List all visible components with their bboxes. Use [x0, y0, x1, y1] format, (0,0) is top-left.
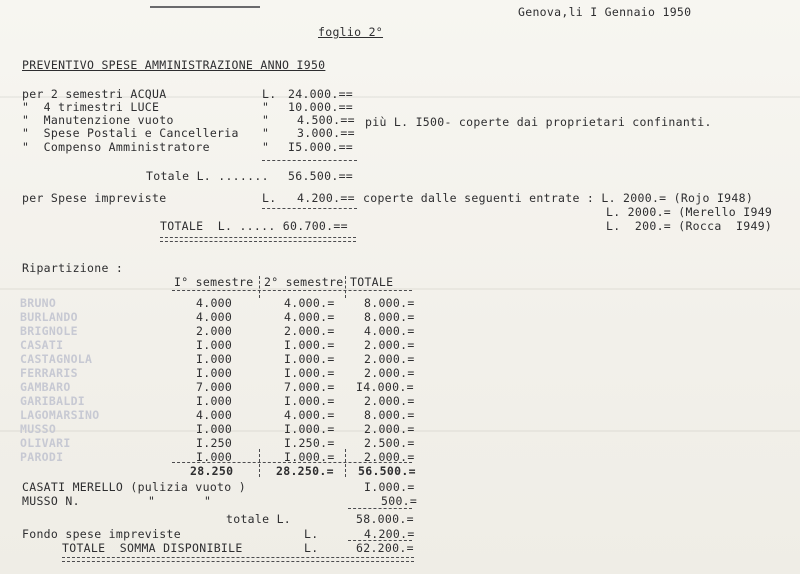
column-header: 2° semestre	[264, 275, 344, 289]
semester-1-value: I.000	[196, 352, 233, 366]
semester-1-total: 28.250	[190, 464, 234, 478]
semester-1-value: 4.000	[196, 408, 233, 422]
expense-label: " Spese Postali e Cancelleria	[22, 126, 239, 140]
expense-note: più L. I500- coperte dai proprietari confinanti.	[365, 115, 712, 129]
total-l-amount: 58.000.=	[356, 512, 414, 526]
row-total: 8.000.=	[364, 296, 415, 310]
expense-amount: 3.000.==	[297, 126, 355, 140]
column-divider	[259, 449, 260, 477]
income-line: L. 2000.= (Merello I949	[606, 205, 773, 219]
column-divider	[345, 276, 346, 298]
subtotal-label: Totale L. .......	[146, 169, 269, 183]
expense-currency: "	[262, 113, 270, 127]
semester-2-total: 28.250.=	[276, 464, 334, 478]
row-total: 2.000.=	[364, 352, 415, 366]
rule	[262, 160, 357, 161]
subtotal-amount: 56.500.==	[288, 169, 354, 183]
row-total: 2.000.=	[364, 422, 415, 436]
row-total: 2.000.=	[364, 450, 415, 464]
ditto-mark: "	[204, 494, 212, 508]
sheet-number: foglio 2°	[318, 25, 384, 39]
owner-name: PARODI	[20, 450, 64, 464]
rule	[348, 508, 412, 509]
expense-label: per 2 semestri ACQUA	[22, 87, 167, 101]
semester-1-value: I.000	[196, 394, 233, 408]
semester-2-value: I.000.=	[284, 352, 335, 366]
row-total: I4.000.=	[356, 380, 414, 394]
fondo-label: Fondo spese impreviste	[22, 527, 181, 541]
semester-2-value: 4.000.=	[284, 310, 335, 324]
owner-name: CASATI	[20, 338, 64, 352]
semester-2-value: I.000.=	[284, 366, 335, 380]
owner-name: GARIBALDI	[20, 394, 86, 408]
owner-name: GAMBARO	[20, 380, 71, 394]
owner-name: CASTAGNOLA	[20, 352, 93, 366]
top-mark	[150, 6, 260, 8]
column-header: I° semestre	[174, 275, 254, 289]
unforeseen-amount: 4.200.==	[297, 191, 355, 205]
date-line: Genova,li I Gennaio 1950	[518, 5, 692, 19]
row-total: 8.000.=	[364, 310, 415, 324]
semester-1-value: I.000	[196, 450, 233, 464]
column-divider	[259, 276, 260, 298]
rule	[262, 208, 357, 209]
semester-2-value: I.250.=	[284, 436, 335, 450]
expense-amount: 4.500.==	[297, 113, 355, 127]
expense-label: " 4 trimestri LUCE	[22, 100, 160, 114]
header-rule	[172, 290, 412, 291]
semester-1-value: I.000	[196, 422, 233, 436]
semester-1-value: I.000	[196, 366, 233, 380]
extra-amount: I.000.=	[364, 480, 415, 494]
double-rule	[62, 557, 414, 562]
fondo-amount: 4.200.=	[364, 527, 415, 541]
expense-currency: L.	[262, 87, 277, 101]
semester-2-value: I.000.=	[284, 338, 335, 352]
semester-1-value: 4.000	[196, 310, 233, 324]
expense-label: " Manutenzione vuoto	[22, 113, 174, 127]
expense-currency: "	[262, 126, 270, 140]
row-total: 2.500.=	[364, 436, 415, 450]
row-total: 2.000.=	[364, 394, 415, 408]
double-rule	[160, 237, 356, 242]
owner-name: BRUNO	[20, 296, 57, 310]
semester-2-value: I.000.=	[284, 422, 335, 436]
semester-1-value: 4.000	[196, 296, 233, 310]
expense-amount: 24.000.==	[288, 87, 354, 101]
column-divider	[345, 449, 346, 477]
semester-1-value: 2.000	[196, 324, 233, 338]
rule	[172, 462, 412, 463]
expense-label: " Compenso Amministratore	[22, 140, 210, 154]
grand-total: TOTALE L. ..... 60.700.==	[160, 219, 348, 233]
ditto-mark: "	[148, 494, 156, 508]
final-amount: 62.200.=	[356, 541, 414, 555]
extra-label: MUSSO N.	[22, 494, 80, 508]
semester-2-value: 4.000.=	[284, 408, 335, 422]
semester-1-value: I.250	[196, 436, 233, 450]
extra-amount: 500.=	[381, 494, 418, 508]
extra-label: CASATI MERELLO (pulizia vuoto )	[22, 480, 246, 494]
unforeseen-currency: L.	[262, 191, 277, 205]
semester-2-value: I.000.=	[284, 450, 335, 464]
semester-1-value: I.000	[196, 338, 233, 352]
semester-2-value: 2.000.=	[284, 324, 335, 338]
total-l-label: totale L.	[226, 512, 292, 526]
unforeseen-note: coperte dalle seguenti entrate : L. 2000.= (Rojo I948)	[363, 191, 754, 205]
row-total: 8.000.=	[364, 408, 415, 422]
owner-name: OLIVARI	[20, 436, 71, 450]
semester-1-value: 7.000	[196, 380, 233, 394]
expense-currency: "	[262, 100, 270, 114]
row-total: 2.000.=	[364, 366, 415, 380]
expense-currency: "	[262, 140, 270, 154]
owner-name: BURLANDO	[20, 310, 78, 324]
expense-amount: I5.000.==	[288, 140, 354, 154]
fondo-currency: L.	[304, 527, 319, 541]
owner-name: MUSSO	[20, 422, 57, 436]
owner-name: BRIGNOLE	[20, 324, 78, 338]
unforeseen-label: per Spese impreviste	[22, 191, 167, 205]
ripartizione-total: 56.500.=	[358, 464, 416, 478]
document-title: PREVENTIVO SPESE AMMINISTRAZIONE ANNO I950	[22, 58, 326, 72]
semester-2-value: 4.000.=	[284, 296, 335, 310]
owner-name: LAGOMARSINO	[20, 408, 100, 422]
column-header: TOTALE	[350, 275, 394, 289]
final-currency: L.	[304, 541, 319, 555]
final-label: TOTALE SOMMA DISPONIBILE	[62, 541, 243, 555]
row-total: 4.000.=	[364, 324, 415, 338]
semester-2-value: 7.000.=	[284, 380, 335, 394]
semester-2-value: I.000.=	[284, 394, 335, 408]
section-heading: Ripartizione :	[22, 261, 124, 275]
row-total: 2.000.=	[364, 338, 415, 352]
income-line: L. 200.= (Rocca I949)	[606, 219, 773, 233]
owner-name: FERRARIS	[20, 366, 78, 380]
expense-amount: 10.000.==	[288, 100, 354, 114]
